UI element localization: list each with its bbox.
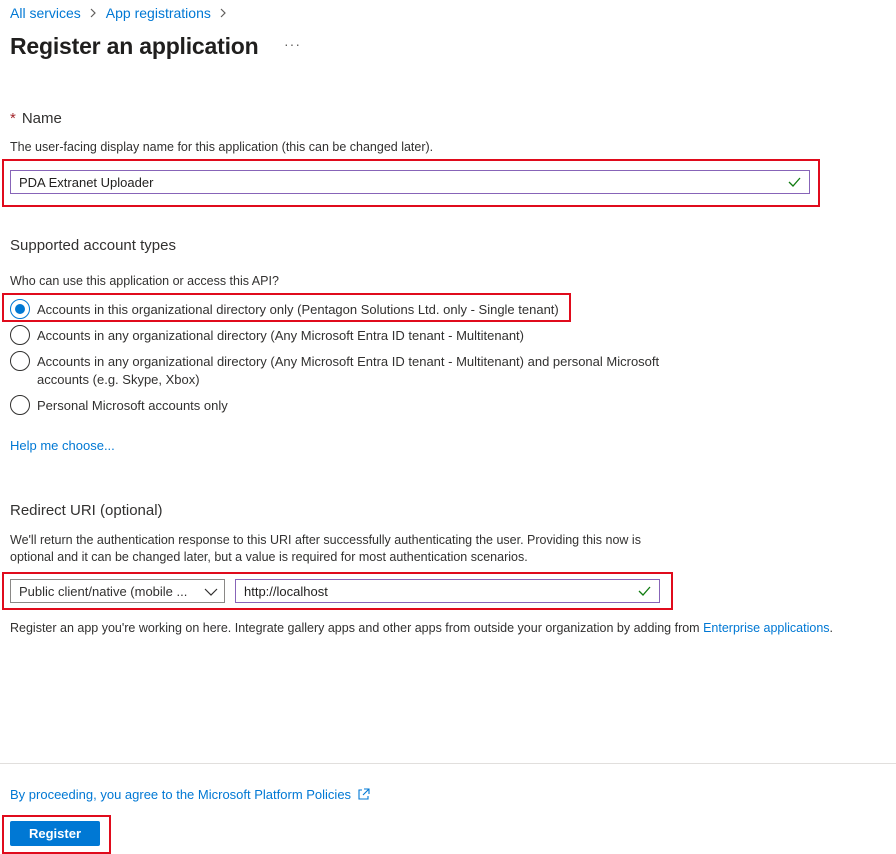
checkmark-icon <box>788 174 801 190</box>
enterprise-note-end: . <box>829 621 834 635</box>
name-heading <box>10 110 62 127</box>
platform-select[interactable] <box>10 579 225 603</box>
breadcrumb-all-services[interactable]: All services <box>10 5 81 21</box>
name-heading-label: Name <box>21 110 62 127</box>
radio-label-line2: accounts (e.g. Skype, Xbox) <box>37 372 200 387</box>
radio-button[interactable] <box>10 351 30 371</box>
platform-policies-label: By proceeding, you agree to the Microsoft Platform Policies <box>10 787 352 802</box>
more-options-icon[interactable]: ··· <box>284 36 301 52</box>
radio-option-single-tenant[interactable] <box>10 301 559 319</box>
radio-button[interactable] <box>10 395 30 415</box>
footer-divider <box>0 763 896 764</box>
radio-label: Accounts in this organizational directory only (Pentagon Solutions Ltd. only - Single tenant) <box>37 302 559 317</box>
redirect-description-line1: We'll return the authentication response to this URI after successfully authenticating the user. Providing this now is <box>10 533 641 547</box>
platform-policies-link[interactable] <box>10 787 370 802</box>
enterprise-note-text: Register an app you're working on here. Integrate gallery apps and other apps from outside your organization by adding from <box>10 621 704 635</box>
chevron-down-icon <box>204 584 218 599</box>
account-types-question: Who can use this application or access this API? <box>10 274 279 288</box>
app-name-input[interactable] <box>10 170 810 194</box>
breadcrumb-app-registrations[interactable]: App registrations <box>105 5 211 21</box>
breadcrumb <box>10 5 236 21</box>
chevron-right-icon <box>219 6 227 21</box>
redirect-uri-value: http://localhost <box>244 583 328 599</box>
redirect-uri-heading: Redirect URI (optional) <box>10 502 163 519</box>
external-link-icon <box>357 788 370 801</box>
platform-select-value: Public client/native (mobile ... <box>19 583 188 599</box>
redirect-uri-input[interactable] <box>235 579 660 603</box>
checkmark-icon <box>638 583 651 599</box>
name-description: The user-facing display name for this application (this can be changed later). <box>10 140 434 154</box>
enterprise-note <box>10 621 833 635</box>
chevron-right-icon <box>89 6 97 21</box>
required-marker: * <box>10 110 16 127</box>
redirect-description-line2: optional and it can be changed later, but a value is required for most authentication scenarios. <box>10 550 528 564</box>
radio-label: Personal Microsoft accounts only <box>37 398 228 413</box>
account-types-heading: Supported account types <box>10 237 176 254</box>
help-me-choose-link[interactable]: Help me choose... <box>10 438 115 453</box>
register-button[interactable]: Register <box>10 821 100 846</box>
radio-button[interactable] <box>10 299 30 319</box>
radio-label: Accounts in any organizational directory (Any Microsoft Entra ID tenant - Multitenant) <box>37 328 524 343</box>
radio-label-line1: Accounts in any organizational directory (Any Microsoft Entra ID tenant - Multitenant) and personal Microsoft <box>37 354 660 369</box>
radio-label <box>37 353 659 389</box>
radio-option-multitenant[interactable] <box>10 327 524 345</box>
radio-option-multitenant-personal[interactable] <box>10 353 659 389</box>
radio-button[interactable] <box>10 325 30 345</box>
redirect-uri-description <box>10 532 641 566</box>
enterprise-applications-link[interactable]: Enterprise applications <box>703 621 830 635</box>
radio-option-personal-only[interactable] <box>10 397 228 415</box>
page-title: Register an application <box>10 33 259 59</box>
app-name-value: PDA Extranet Uploader <box>19 174 154 190</box>
